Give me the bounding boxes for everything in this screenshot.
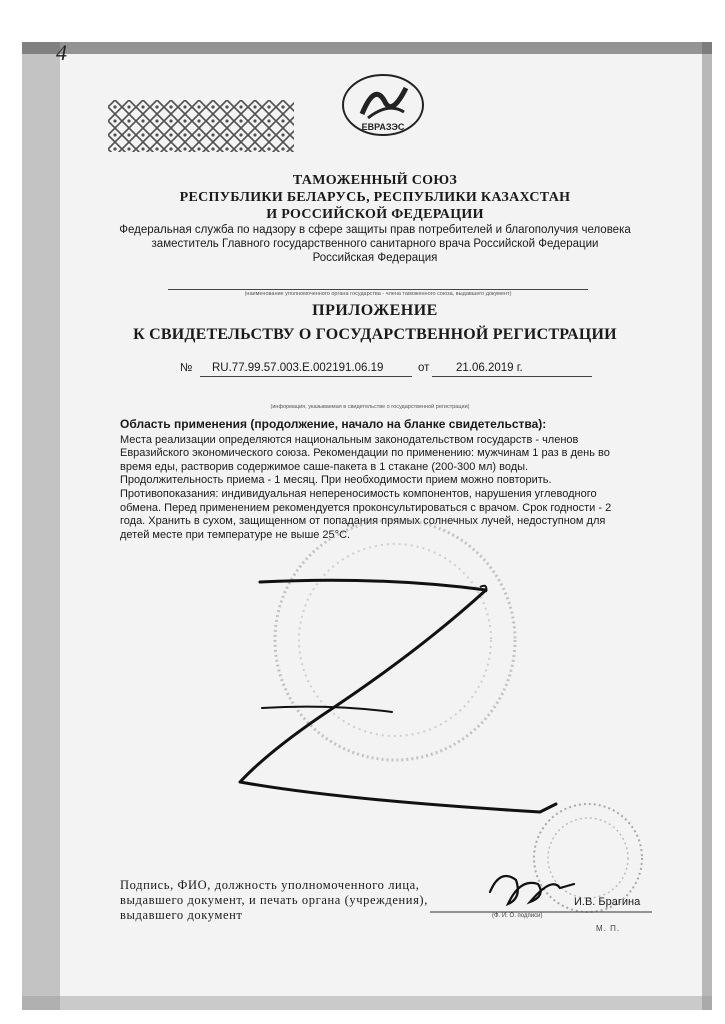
header-line-4: Федеральная служба по надзору в сфере защиты прав потребителей и благополучия человека <box>119 224 631 236</box>
reg-date-label: от <box>418 362 430 374</box>
signer-name: И.В. Брагина <box>574 896 641 908</box>
reg-caption: (информация, указываемая в свидетельстве о государственной регистрации) <box>270 404 470 410</box>
body-paragraph-3: Противопоказания: индивидуальная непереносимость компонентов, нарушения углеводного обмена. Перед применением рекомендуется проконсультироваться с врачом. Срок годности - 2 года. Хранить в сухом, защищенном от попадания прямых солнечных лучей, недоступном для детей месте при температуре не выше 25°С. <box>120 487 612 541</box>
reg-number: RU.77.99.57.003.Е.002191.06.19 <box>212 362 384 374</box>
header-line-1: ТАМОЖЕННЫЙ СОЮЗ <box>292 173 458 188</box>
fio-caption: (Ф. И. О. подписи) <box>492 913 543 919</box>
handwritten-signature-icon <box>490 876 574 904</box>
logo-text: ЕВРАЗЭС <box>361 122 405 132</box>
title-line-1: ПРИЛОЖЕНИЕ <box>312 302 438 319</box>
footer-caption: Подпись, ФИО, должность уполномоченного лица, выдавшего документ, и печать органа (учреждения), выдавшего документ <box>120 878 428 922</box>
body-paragraph-1: Места реализации определяются национальным законодательством государств - членов Евразийского экономического союза. Рекомендации по применению: мужчинам 1 раз в день во время еды, растворив содержимое саше-пакета в 1 стакане (200-300 мл) воды. <box>120 433 610 473</box>
page-corner-mark: 4 <box>56 40 67 65</box>
header-line-5: заместитель Главного государственного санитарного врача Российской Федерации <box>151 238 599 250</box>
org-caption: (наименование уполномоченного органа государства - члена таможенного союза, выдавшего документ) <box>244 291 512 297</box>
header-line-2: РЕСПУБЛИКИ БЕЛАРУСЬ, РЕСПУБЛИКИ КАЗАХСТАН <box>179 190 571 205</box>
reg-date: 21.06.2019 г. <box>456 362 523 374</box>
reg-no-label: № <box>180 362 193 374</box>
title-line-2: К СВИДЕТЕЛЬСТВУ О ГОСУДАРСТВЕННОЙ РЕГИСТРАЦИИ <box>133 326 617 343</box>
body-lead: Область применения (продолжение, начало на бланке свидетельства): <box>120 417 547 431</box>
body-paragraph-2: Продолжительность приема - 1 месяц. При необходимости прием можно повторить. <box>120 474 552 487</box>
z-strike-mark-icon <box>240 580 556 812</box>
header-line-6: Российская Федерация <box>312 252 438 264</box>
header-line-3: И РОССИЙСКОЙ ФЕДЕРАЦИИ <box>266 207 484 222</box>
stamp-place-label: М. П. <box>596 924 621 933</box>
